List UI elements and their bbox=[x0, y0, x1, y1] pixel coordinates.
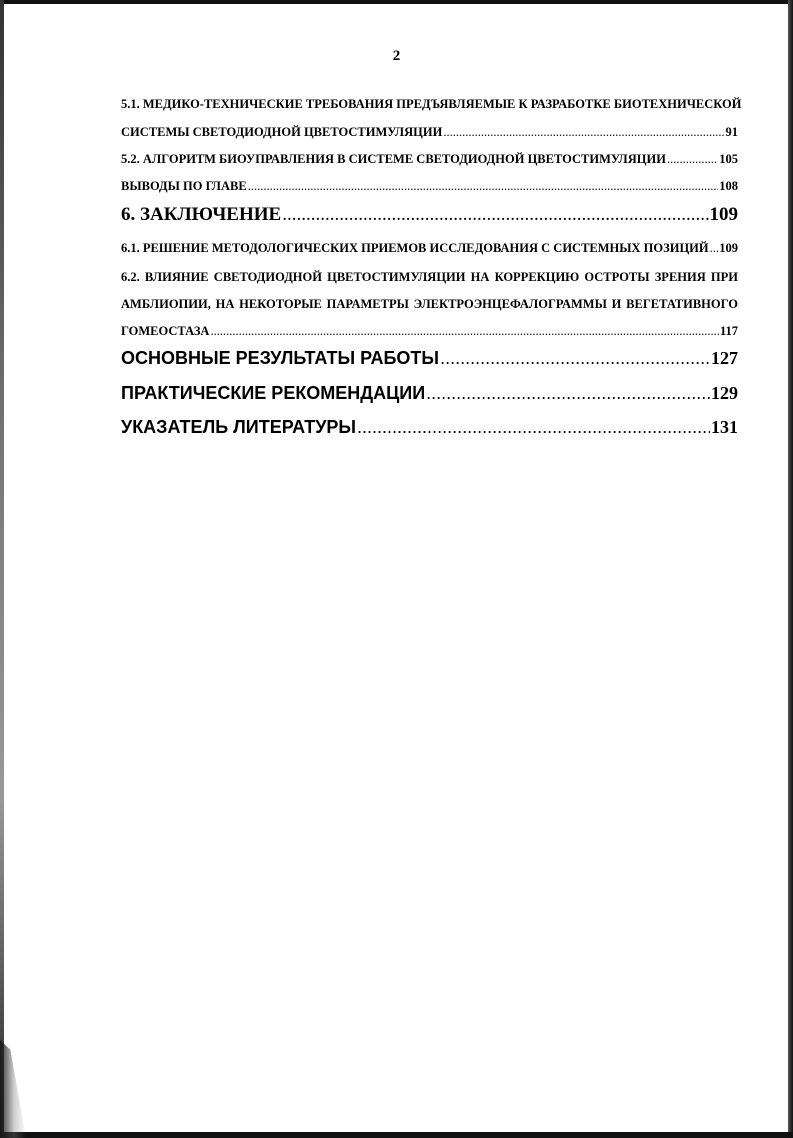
toc-entry-5-1-line1: 5.1. МЕДИКО-ТЕХНИЧЕСКИЕ ТРЕБОВАНИЯ ПРЕДЪЯВЛЯЕМЫЕ К РАЗРАБОТКЕ БИОТЕХНИЧЕСКОЙ bbox=[121, 97, 742, 111]
toc-entry-6-1 bbox=[121, 241, 738, 256]
toc-leader-dots bbox=[357, 417, 710, 438]
toc-entry-6-2-line2: АМБЛИОПИИ, НА НЕКОТОРЫЕ ПАРАМЕТРЫ ЭЛЕКТРОЭНЦЕФАЛОГРАММЫ И ВЕГЕТАТИВНОГО bbox=[121, 297, 738, 311]
scan-edge-bottom bbox=[0, 1132, 793, 1138]
toc-entry-title: 5.2. АЛГОРИТМ БИОУПРАВЛЕНИЯ В СИСТЕМЕ СВЕТОДИОДНОЙ ЦВЕТОСТИМУЛЯЦИИ bbox=[121, 152, 666, 166]
toc-leader-dots bbox=[210, 324, 718, 339]
toc-leader-dots bbox=[426, 383, 710, 404]
toc-entry-6 bbox=[121, 204, 738, 226]
toc-leader-dots bbox=[710, 241, 719, 256]
toc-leader-dots bbox=[248, 179, 719, 194]
toc-page-number: 129 bbox=[711, 383, 738, 403]
toc-entry-5-2 bbox=[121, 152, 738, 167]
toc-entry-5-1-line2: СИСТЕМЫ СВЕТОДИОДНОЙ ЦВЕТОСТИМУЛЯЦИИ bbox=[121, 125, 443, 139]
toc-entry-6-2-line3: ГОМЕОСТАЗА bbox=[121, 324, 210, 338]
toc-entry-title: УКАЗАТЕЛЬ ЛИТЕРАТУРЫ bbox=[121, 417, 357, 437]
toc-entry-recommendations bbox=[121, 383, 738, 404]
toc-page-number: 108 bbox=[719, 179, 738, 193]
toc-entry-conclusions bbox=[121, 179, 738, 194]
toc-entry-6-2-line1: 6.2. ВЛИЯНИЕ СВЕТОДИОДНОЙ ЦВЕТОСТИМУЛЯЦИИ НА КОРРЕКЦИЮ ОСТРОТЫ ЗРЕНИЯ ПРИ bbox=[121, 270, 738, 284]
toc-page-number: 131 bbox=[711, 417, 738, 437]
toc-page-number: 109 bbox=[719, 241, 738, 255]
toc-page-number: 105 bbox=[719, 152, 738, 166]
scan-edge-left bbox=[0, 0, 4, 1138]
toc-entry-title: ОСНОВНЫЕ РЕЗУЛЬТАТЫ РАБОТЫ bbox=[121, 348, 440, 368]
toc-page-number: 117 bbox=[719, 324, 738, 338]
toc-entry-5-1 bbox=[121, 125, 738, 140]
scan-edge-right bbox=[788, 0, 793, 1138]
toc-page-number: 127 bbox=[711, 348, 738, 368]
scan-edge-top bbox=[0, 0, 793, 4]
page-number: 2 bbox=[392, 48, 401, 64]
toc-entry-title: ВЫВОДЫ ПО ГЛАВЕ bbox=[121, 179, 247, 193]
toc-entry-6-2 bbox=[121, 324, 738, 339]
toc-leader-dots bbox=[667, 152, 718, 167]
toc-page-number: 91 bbox=[725, 125, 738, 139]
toc-leader-dots bbox=[440, 348, 710, 369]
scan-smudge bbox=[0, 1040, 26, 1138]
toc-entry-results bbox=[121, 348, 738, 369]
toc-leader-dots bbox=[443, 125, 724, 140]
toc-entry-title: 6. ЗАКЛЮЧЕНИЕ bbox=[121, 204, 282, 225]
toc-leader-dots bbox=[282, 204, 708, 226]
toc-entry-title: ПРАКТИЧЕСКИЕ РЕКОМЕНДАЦИИ bbox=[121, 383, 426, 403]
toc-entry-title: 6.1. РЕШЕНИЕ МЕТОДОЛОГИЧЕСКИХ ПРИЕМОВ ИССЛЕДОВАНИЯ С СИСТЕМНЫХ ПОЗИЦИЙ bbox=[121, 241, 709, 255]
toc-page-number: 109 bbox=[709, 204, 738, 225]
toc-entry-references bbox=[121, 417, 738, 438]
